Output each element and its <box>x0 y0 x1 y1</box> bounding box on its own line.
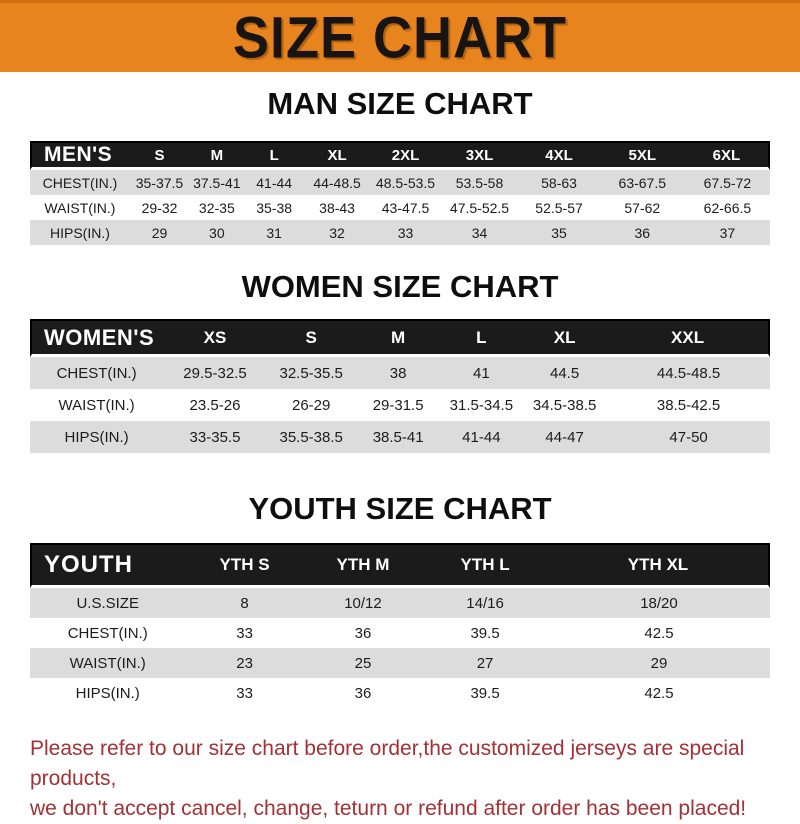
size-value: 42.5 <box>644 684 674 702</box>
size-value: 47.5-52.5 <box>449 199 510 216</box>
notice-line-1: Please refer to our size chart before order,the customized jerseys are special products, <box>30 737 745 790</box>
table-row <box>30 678 770 708</box>
size-value: 34.5-38.5 <box>532 396 597 414</box>
size-chart-banner <box>0 0 800 72</box>
size-value: 33 <box>236 624 253 642</box>
table-corner-label: WOMEN'S <box>30 319 163 357</box>
size-value: 42.5 <box>644 624 674 642</box>
size-value: 41-44 <box>256 174 293 191</box>
column-header: YTH M <box>304 543 422 588</box>
column-header: XXL <box>607 319 770 357</box>
size-value: 36 <box>634 224 651 241</box>
size-value: 33 <box>397 224 414 241</box>
size-value: 36 <box>354 684 372 702</box>
section-title-youth: YOUTH SIZE CHART <box>248 491 552 526</box>
size-value: 38.5-42.5 <box>656 396 721 414</box>
column-header: YTH S <box>185 543 303 588</box>
column-header: L <box>245 141 304 170</box>
row-label: HIPS(IN.) <box>64 428 129 446</box>
size-table-mens <box>30 141 770 245</box>
section-mens <box>0 88 800 245</box>
size-value: 32.5-35.5 <box>279 364 343 382</box>
size-value: 35 <box>551 224 567 241</box>
size-value: 44.5 <box>550 364 580 382</box>
table-row <box>30 195 770 220</box>
size-value: 27 <box>476 654 494 672</box>
header-row <box>30 319 770 357</box>
column-header: 3XL <box>441 141 519 170</box>
size-value: 39.5 <box>470 684 500 702</box>
row-label: WAIST(IN.) <box>44 199 116 216</box>
row-label: CHEST(IN.) <box>56 364 137 382</box>
size-value: 67.5-72 <box>703 174 752 191</box>
size-value: 29-31.5 <box>372 396 424 414</box>
table-corner-label: MEN'S <box>30 141 130 170</box>
column-header: YTH XL <box>548 543 770 588</box>
size-value: 43-47.5 <box>381 199 430 216</box>
table-row <box>30 588 770 618</box>
size-value: 23.5-26 <box>189 396 241 414</box>
size-value: 23 <box>236 654 253 672</box>
table-row <box>30 421 770 453</box>
header-row <box>30 141 770 170</box>
order-notice <box>30 734 800 824</box>
column-header: M <box>356 319 441 357</box>
section-womens <box>0 271 800 453</box>
size-value: 38 <box>389 364 407 382</box>
row-label: HIPS(IN.) <box>50 224 110 241</box>
size-value: 47-50 <box>669 428 708 446</box>
size-value: 37.5-41 <box>193 174 241 191</box>
column-header: M <box>189 141 245 170</box>
column-header: S <box>130 141 189 170</box>
size-value: 44.5-48.5 <box>656 364 721 382</box>
size-value: 35.5-38.5 <box>279 428 343 446</box>
row-label: U.S.SIZE <box>76 594 139 612</box>
size-value: 41-44 <box>462 428 501 446</box>
section-youth <box>0 493 800 708</box>
size-value: 35-38 <box>256 199 293 216</box>
section-title-womens: WOMEN SIZE CHART <box>241 269 559 304</box>
size-value: 29-32 <box>141 199 178 216</box>
size-value: 31 <box>266 224 282 241</box>
size-value: 34 <box>471 224 488 241</box>
size-value: 25 <box>354 654 372 672</box>
column-header: YTH L <box>422 543 548 588</box>
size-value: 30 <box>209 224 225 241</box>
size-value: 32-35 <box>198 199 235 216</box>
size-value: 63-67.5 <box>618 174 667 191</box>
table-row <box>30 618 770 648</box>
header-row <box>30 543 770 588</box>
table-row <box>30 389 770 421</box>
size-value: 10/12 <box>344 594 382 612</box>
size-value: 57-62 <box>624 199 661 216</box>
column-header: L <box>441 319 522 357</box>
size-value: 38.5-41 <box>372 428 424 446</box>
size-value: 26-29 <box>291 396 331 414</box>
table-corner-label: YOUTH <box>30 543 185 588</box>
size-value: 58-63 <box>541 174 577 191</box>
notice-line-2: we don't accept cancel, change, teturn or refund after order has been placed! <box>30 797 747 820</box>
size-value: 29 <box>151 224 168 241</box>
size-table-youth <box>30 543 770 708</box>
size-value: 35-37.5 <box>135 174 184 191</box>
column-header: 6XL <box>685 141 770 170</box>
size-value: 41 <box>473 364 490 382</box>
size-value: 14/16 <box>466 594 504 612</box>
table-row <box>30 648 770 678</box>
size-value: 32 <box>329 224 345 241</box>
size-value: 8 <box>240 594 249 612</box>
sections <box>0 88 800 708</box>
table-row <box>30 357 770 389</box>
column-header: XS <box>163 319 267 357</box>
banner-title: SIZE CHART <box>233 5 567 70</box>
size-value: 18/20 <box>640 594 678 612</box>
size-value: 33 <box>236 684 253 702</box>
column-header: 5XL <box>600 141 685 170</box>
row-label: CHEST(IN.) <box>42 174 118 191</box>
row-label: HIPS(IN.) <box>75 684 140 702</box>
size-value: 37 <box>719 224 736 241</box>
row-label: CHEST(IN.) <box>67 624 148 642</box>
column-header: 4XL <box>518 141 599 170</box>
size-value: 29.5-32.5 <box>183 364 247 382</box>
table-row <box>30 220 770 245</box>
size-value: 44-47 <box>545 428 584 446</box>
table-row <box>30 170 770 195</box>
size-value: 44-48.5 <box>313 174 361 191</box>
column-header: XL <box>522 319 607 357</box>
column-header: XL <box>304 141 371 170</box>
size-value: 31.5-34.5 <box>449 396 514 414</box>
size-value: 38-43 <box>319 199 355 216</box>
size-value: 39.5 <box>470 624 500 642</box>
size-value: 52.5-57 <box>535 199 583 216</box>
size-table-womens <box>30 319 770 453</box>
size-value: 36 <box>354 624 372 642</box>
row-label: WAIST(IN.) <box>69 654 146 672</box>
section-title-mens: MAN SIZE CHART <box>267 86 533 121</box>
size-value: 53.5-58 <box>455 174 504 191</box>
row-label: WAIST(IN.) <box>58 396 135 414</box>
size-value: 29 <box>650 654 668 672</box>
column-header: 2XL <box>370 141 440 170</box>
size-value: 48.5-53.5 <box>375 174 436 191</box>
size-value: 33-35.5 <box>189 428 241 446</box>
size-value: 62-66.5 <box>703 199 752 216</box>
column-header: S <box>267 319 356 357</box>
